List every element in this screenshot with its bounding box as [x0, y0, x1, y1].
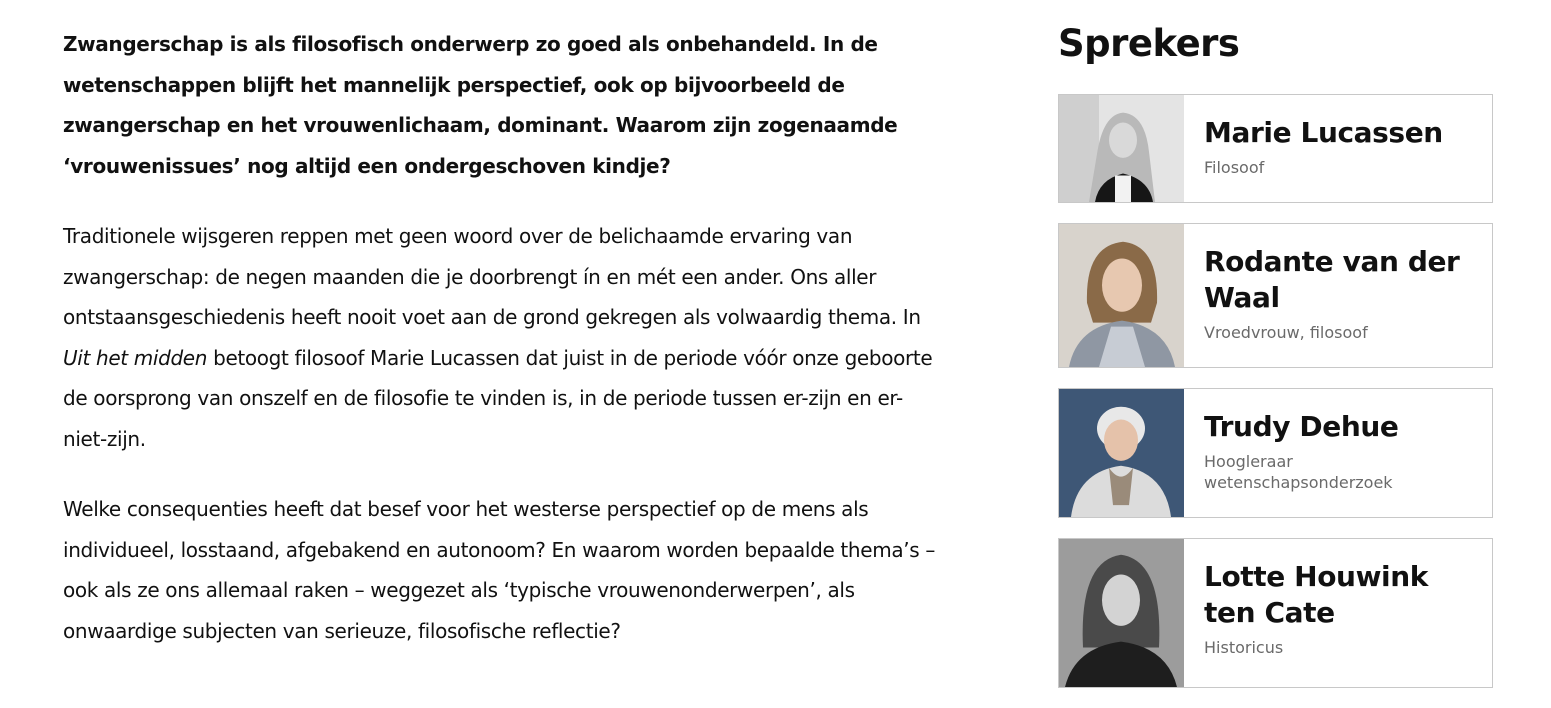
- article-paragraph: [63, 216, 943, 459]
- speaker-card-marie-lucassen[interactable]: [1058, 94, 1493, 203]
- speaker-name[interactable]: Trudy Dehue: [1204, 410, 1399, 443]
- speaker-card-trudy-dehue[interactable]: [1058, 388, 1493, 518]
- speaker-info: [1184, 389, 1492, 517]
- book-title: Uit het midden: [63, 345, 208, 370]
- paragraph-text: betoogt filosoof Marie Lucassen dat juist in de periode vóór onze geboorte de oorsprong van onszelf en de filosofie te vinden is, in de periode tussen er-zijn en er-niet-zijn.: [63, 345, 933, 451]
- speakers-title: Sprekers: [1058, 22, 1240, 65]
- speakers-sidebar: [1058, 20, 1493, 708]
- portrait-icon: [1059, 224, 1184, 367]
- speaker-role: Hoogleraar wetenschapsonderzoek: [1204, 452, 1393, 492]
- speaker-info: [1184, 95, 1463, 202]
- speaker-photo[interactable]: [1059, 539, 1184, 687]
- article-lead: Zwangerschap is als filosofisch onderwerp zo goed als onbehandeld. In de wetenschappen blijft het mannelijk perspectief, ook op bijvoorbeeld de zwangerschap en het vrouwenlichaam, dominant. Waarom zijn zogenaamde ‘vrouwenissues’ nog altijd een ondergeschoven kindje?: [63, 32, 898, 178]
- speaker-role: Historicus: [1204, 638, 1284, 657]
- portrait-icon: [1059, 389, 1184, 517]
- article-body: [63, 24, 943, 651]
- speaker-name[interactable]: Marie Lucassen: [1204, 116, 1443, 149]
- speaker-role: Filosoof: [1204, 158, 1265, 177]
- speaker-info: [1184, 539, 1492, 687]
- article-paragraph: Welke consequenties heeft dat besef voor het westerse perspectief op de mens als individueel, losstaand, afgebakend en autonoom? En waarom worden bepaalde thema’s – ook als ze ons allemaal raken – weggezet als ‘typische vrouwenonderwerpen’, als onwaardige subjecten van serieuze, filosofische reflectie?: [63, 497, 935, 643]
- speaker-info: [1184, 224, 1492, 367]
- speaker-card-rodante-van-der-waal[interactable]: [1058, 223, 1493, 368]
- speaker-photo[interactable]: [1059, 389, 1184, 517]
- speaker-card-lotte-houwink-ten-cate[interactable]: [1058, 538, 1493, 688]
- portrait-icon: [1059, 539, 1184, 687]
- speaker-name[interactable]: Lotte Houwink ten Cate: [1204, 560, 1429, 629]
- speaker-role: Vroedvrouw, filosoof: [1204, 323, 1368, 342]
- portrait-icon: [1059, 95, 1184, 202]
- speaker-name[interactable]: Rodante van der Waal: [1204, 245, 1460, 314]
- speaker-photo[interactable]: [1059, 95, 1184, 202]
- paragraph-text: Traditionele wijsgeren reppen met geen woord over de belichaamde ervaring van zwangerschap: de negen maanden die je doorbrengt ín en mét een ander. Ons aller ontstaansgeschiedenis heeft nooit voet aan de grond gekregen als volwaardig thema. In: [63, 224, 921, 329]
- speaker-photo[interactable]: [1059, 224, 1184, 367]
